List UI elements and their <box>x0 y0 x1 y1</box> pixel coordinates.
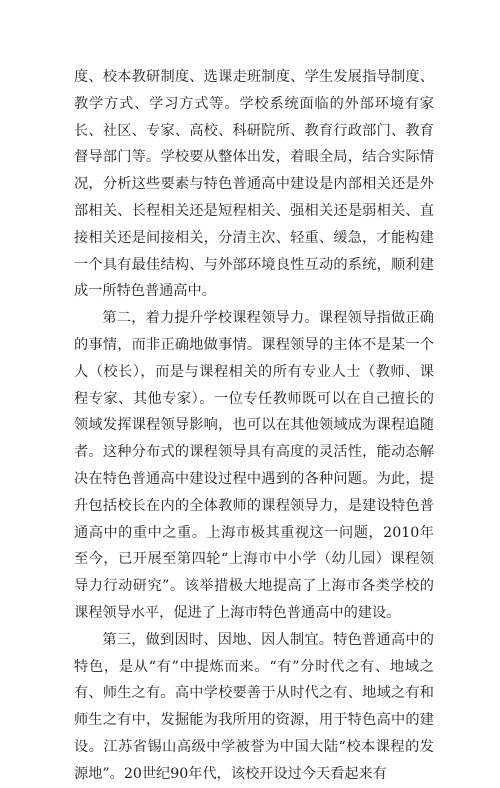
paragraph-curriculum-leadership: 第二，着力提升学校课程领导力。课程领导指做正确的事情，而非正确地做事情。课程领导的主体不是某一个人（校长），而是与课程相关的所有专业人士（教师、课程专家、其他专家）。一位专任教师既可以在自己擅长的领域发挥课程领导影响，也可以在其他领域成为课程追随者。这种分布式的课程领导具有高度的灵活性，能动态解决在特色普通高中建设过程中遇到的各种问题。为此，提升包括校长在内的全体教师的课程领导力，是建设特色普通高中的重中之重。上海市极其重视这一问题，2010年至今，已开展至第四轮“上海市中小学（幼儿园）课程领导力行动研究”。该举措极大地提高了上海市各类学校的课程领导水平，促进了上海市特色普通高中的建设。 <box>74 310 434 621</box>
paragraph-local-adaptation: 第三，做到因时、因地、因人制宜。特色普通高中的特色，是从“有”中提炼而来。“有”分时代之有、地域之有、师生之有。高中学校要善于从时代之有、地域之有和师生之有中，发掘能为我所用的资源，用于特色高中的建设。江苏省锡山高级中学被誉为中国大陆“校本课程的发源地”。20世纪90年代，该校开设过今天看起来有 <box>74 631 434 782</box>
paragraph-continued: 度、校本教研制度、选课走班制度、学生发展指导制度、教学方式、学习方式等。学校系统面临的外部环境有家长、社区、专家、高校、科研院所、教育行政部门、教育督导部门等。学校要从整体出发，着眼全局，结合实际情况，分析这些要素与特色普通高中建设是内部相关还是外部相关、长程相关还是短程相关、强相关还是弱相关、直接相关还是间接相关，分清主次、轻重、缓急，才能构建一个具有最佳结构、与外部环境良性互动的系统，顺利建成一所特色普通高中。 <box>74 69 434 300</box>
document-body <box>74 64 434 788</box>
